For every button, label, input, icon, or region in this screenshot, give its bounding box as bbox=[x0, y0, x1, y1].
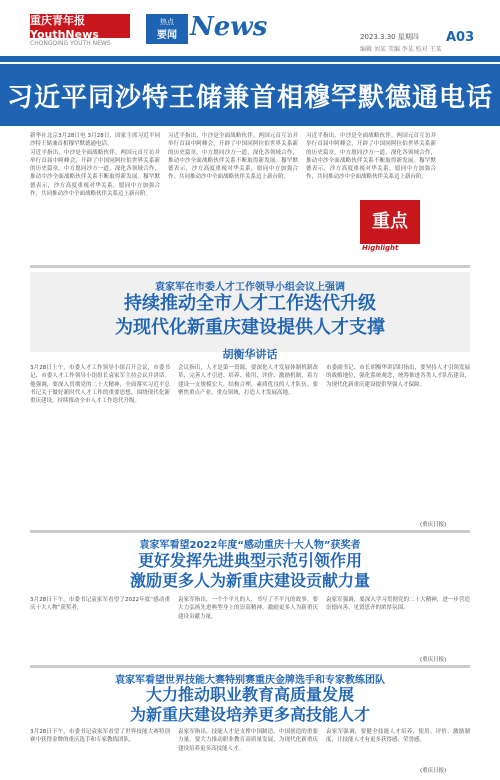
story2-headline-1: 持续推动全市人才工作迭代升级 bbox=[124, 293, 376, 314]
story3-source: (重庆日报) bbox=[420, 657, 447, 663]
story4-col2: 袁家军指出，技能人才是支撑中国制造、中国创造的重要力量。要大力推动职业教育高质量发展，为现代化新重庆建设培养更多高技能人才。 bbox=[178, 729, 318, 752]
news-wordmark: News bbox=[190, 12, 268, 42]
story1-col2: 习近平指出，中沙是全面战略伙伴。两国元首互访并举行首届中阿峰会，开辟了中国同阿拉伯世界关系新的历史篇章。中方愿同沙方一道，深化各领域合作，推动中沙全面战略伙伴关系不断取得新发展。穆罕默德表示，沙方高度重视对华关系，愿同中方加强合作，共同推动沙中全面战略伙伴关系迈上新台阶。 bbox=[168, 133, 298, 181]
story1-intro bbox=[30, 132, 160, 257]
highlight-badge: 重点 bbox=[360, 200, 420, 244]
story3-col3: 袁家军强调，要深入学习贯彻党的二十大精神，进一步营造崇德向善、见贤思齐的浓厚氛围。 bbox=[326, 597, 470, 612]
brand-subtitle: CHONGQING YOUTH NEWS bbox=[30, 40, 111, 47]
page-number: A03 bbox=[446, 30, 475, 45]
story3-col2: 袁家军指出，一个个平凡的人，书写了不平凡的故事。要大力弘扬先进典型身上的崇高精神，激励更多人为新重庆建设贡献力量。 bbox=[178, 597, 318, 620]
divider bbox=[30, 265, 470, 268]
section-tag-main: 要闻 bbox=[157, 30, 177, 41]
story2-source: (重庆日报) bbox=[420, 522, 447, 528]
divider bbox=[30, 665, 470, 668]
story3-headline-1: 更好发挥先进典型示范引领作用 bbox=[137, 551, 362, 570]
story1-headline: 习近平同沙特王储兼首相穆罕默德通电话 bbox=[0, 64, 500, 126]
issue-date: 2023.3.30 星期四 bbox=[360, 33, 419, 41]
story4-col1: 3月28日下午，市委书记袁家军看望了世界技能大赛特别赛中获得金牌的重庆选手和专家教练团队。 bbox=[30, 729, 170, 744]
story2-headline-2: 为现代化新重庆建设提供人才支撑 bbox=[115, 317, 385, 338]
editor-credits: 编辑 刘某 美编 李某 校对 王某 bbox=[360, 46, 442, 53]
story2-kicker: 袁家军在市委人才工作领导小组会议上强调 bbox=[155, 282, 345, 293]
masthead-rule bbox=[0, 56, 500, 62]
story1-intro-text: 新华社北京3月28日电 3月28日，国家主席习近平同沙特王储兼首相穆罕默德通电话。 bbox=[30, 133, 160, 148]
story1-col3: 习近平指出，中沙是全面战略伙伴。两国元首互访并举行首届中阿峰会，开辟了中国同阿拉伯世界关系新的历史篇章。中方愿同沙方一道，深化各领域合作，推动中沙全面战略伙伴关系不断取得新发展。穆罕默德表示，沙方高度重视对华关系，愿同中方加强合作，共同推动沙中全面战略伙伴关系迈上新台阶。 bbox=[306, 133, 436, 181]
story2-col3: 市委副书记、市长胡衡华讲话时指出，要坚持人才引领发展的战略地位，强化系统观念，统筹推进各类人才队伍建设，为现代化新重庆建设提供坚强人才保障。 bbox=[326, 365, 470, 388]
story4-source: (重庆日报) bbox=[420, 768, 447, 774]
story4-kicker: 袁家军看望世界技能大赛特别赛重庆金牌选手和专家教练团队 bbox=[115, 675, 385, 686]
story3-kicker: 袁家军看望2022年度“感动重庆十大人物”获奖者 bbox=[139, 540, 361, 551]
section-tag bbox=[146, 14, 188, 44]
brand-logo: 重庆青年报 YouthNews bbox=[30, 14, 130, 38]
story4-col3: 袁家军强调，要健全技能人才培养、使用、评价、激励制度，让技能人才有更多获得感、荣誉感。 bbox=[326, 729, 470, 744]
story4-headline-1: 大力推动职业教育高质量发展 bbox=[145, 685, 354, 704]
story4-headline-2: 为新重庆建设培养更多高技能人才 bbox=[129, 705, 370, 724]
divider bbox=[30, 530, 470, 533]
story1-body-text: 习近平指出，中沙是全面战略伙伴。两国元首互访并举行首届中阿峰会，开辟了中国同阿拉伯世界关系新的历史篇章。中方愿同沙方一道，深化各领域合作，推动中沙全面战略伙伴关系不断取得新发展。穆罕默德表示，沙方高度重视对华关系，愿同中方加强合作，共同推动沙中全面战略伙伴关系迈上新台阶。 bbox=[30, 149, 160, 198]
story2-col1: 3月28日上午，市委人才工作领导小组召开会议，市委书记、市委人才工作领导小组组长袁家军主持会议并讲话。他强调，要深入贯彻党的二十大精神，全面落实习近平总书记关于做好新时代人才工作的重要思想，围绕现代化新重庆建设，持续推动全市人才工作迭代升级。 bbox=[30, 365, 170, 405]
story3-headline-2: 激励更多人为新重庆建设贡献力量 bbox=[129, 571, 370, 590]
story3-col1: 3月28日下午，市委书记袁家军看望了2022年度“感动重庆十大人物”获奖者。 bbox=[30, 597, 170, 612]
section-tag-small: 热点 bbox=[160, 18, 174, 26]
highlight-label: Highlight bbox=[362, 244, 399, 252]
story2-byline: 胡衡华讲话 bbox=[222, 348, 278, 361]
story2-col2: 会议指出，人才是第一资源。要深化人才发展体制机制改革，完善人才引进、培养、使用、评价、激励机制，着力建设一支规模宏大、结构合理、素质优良的人才队伍。要聚焦重点产业、重点领域，打造人才发展高地。 bbox=[178, 365, 318, 396]
